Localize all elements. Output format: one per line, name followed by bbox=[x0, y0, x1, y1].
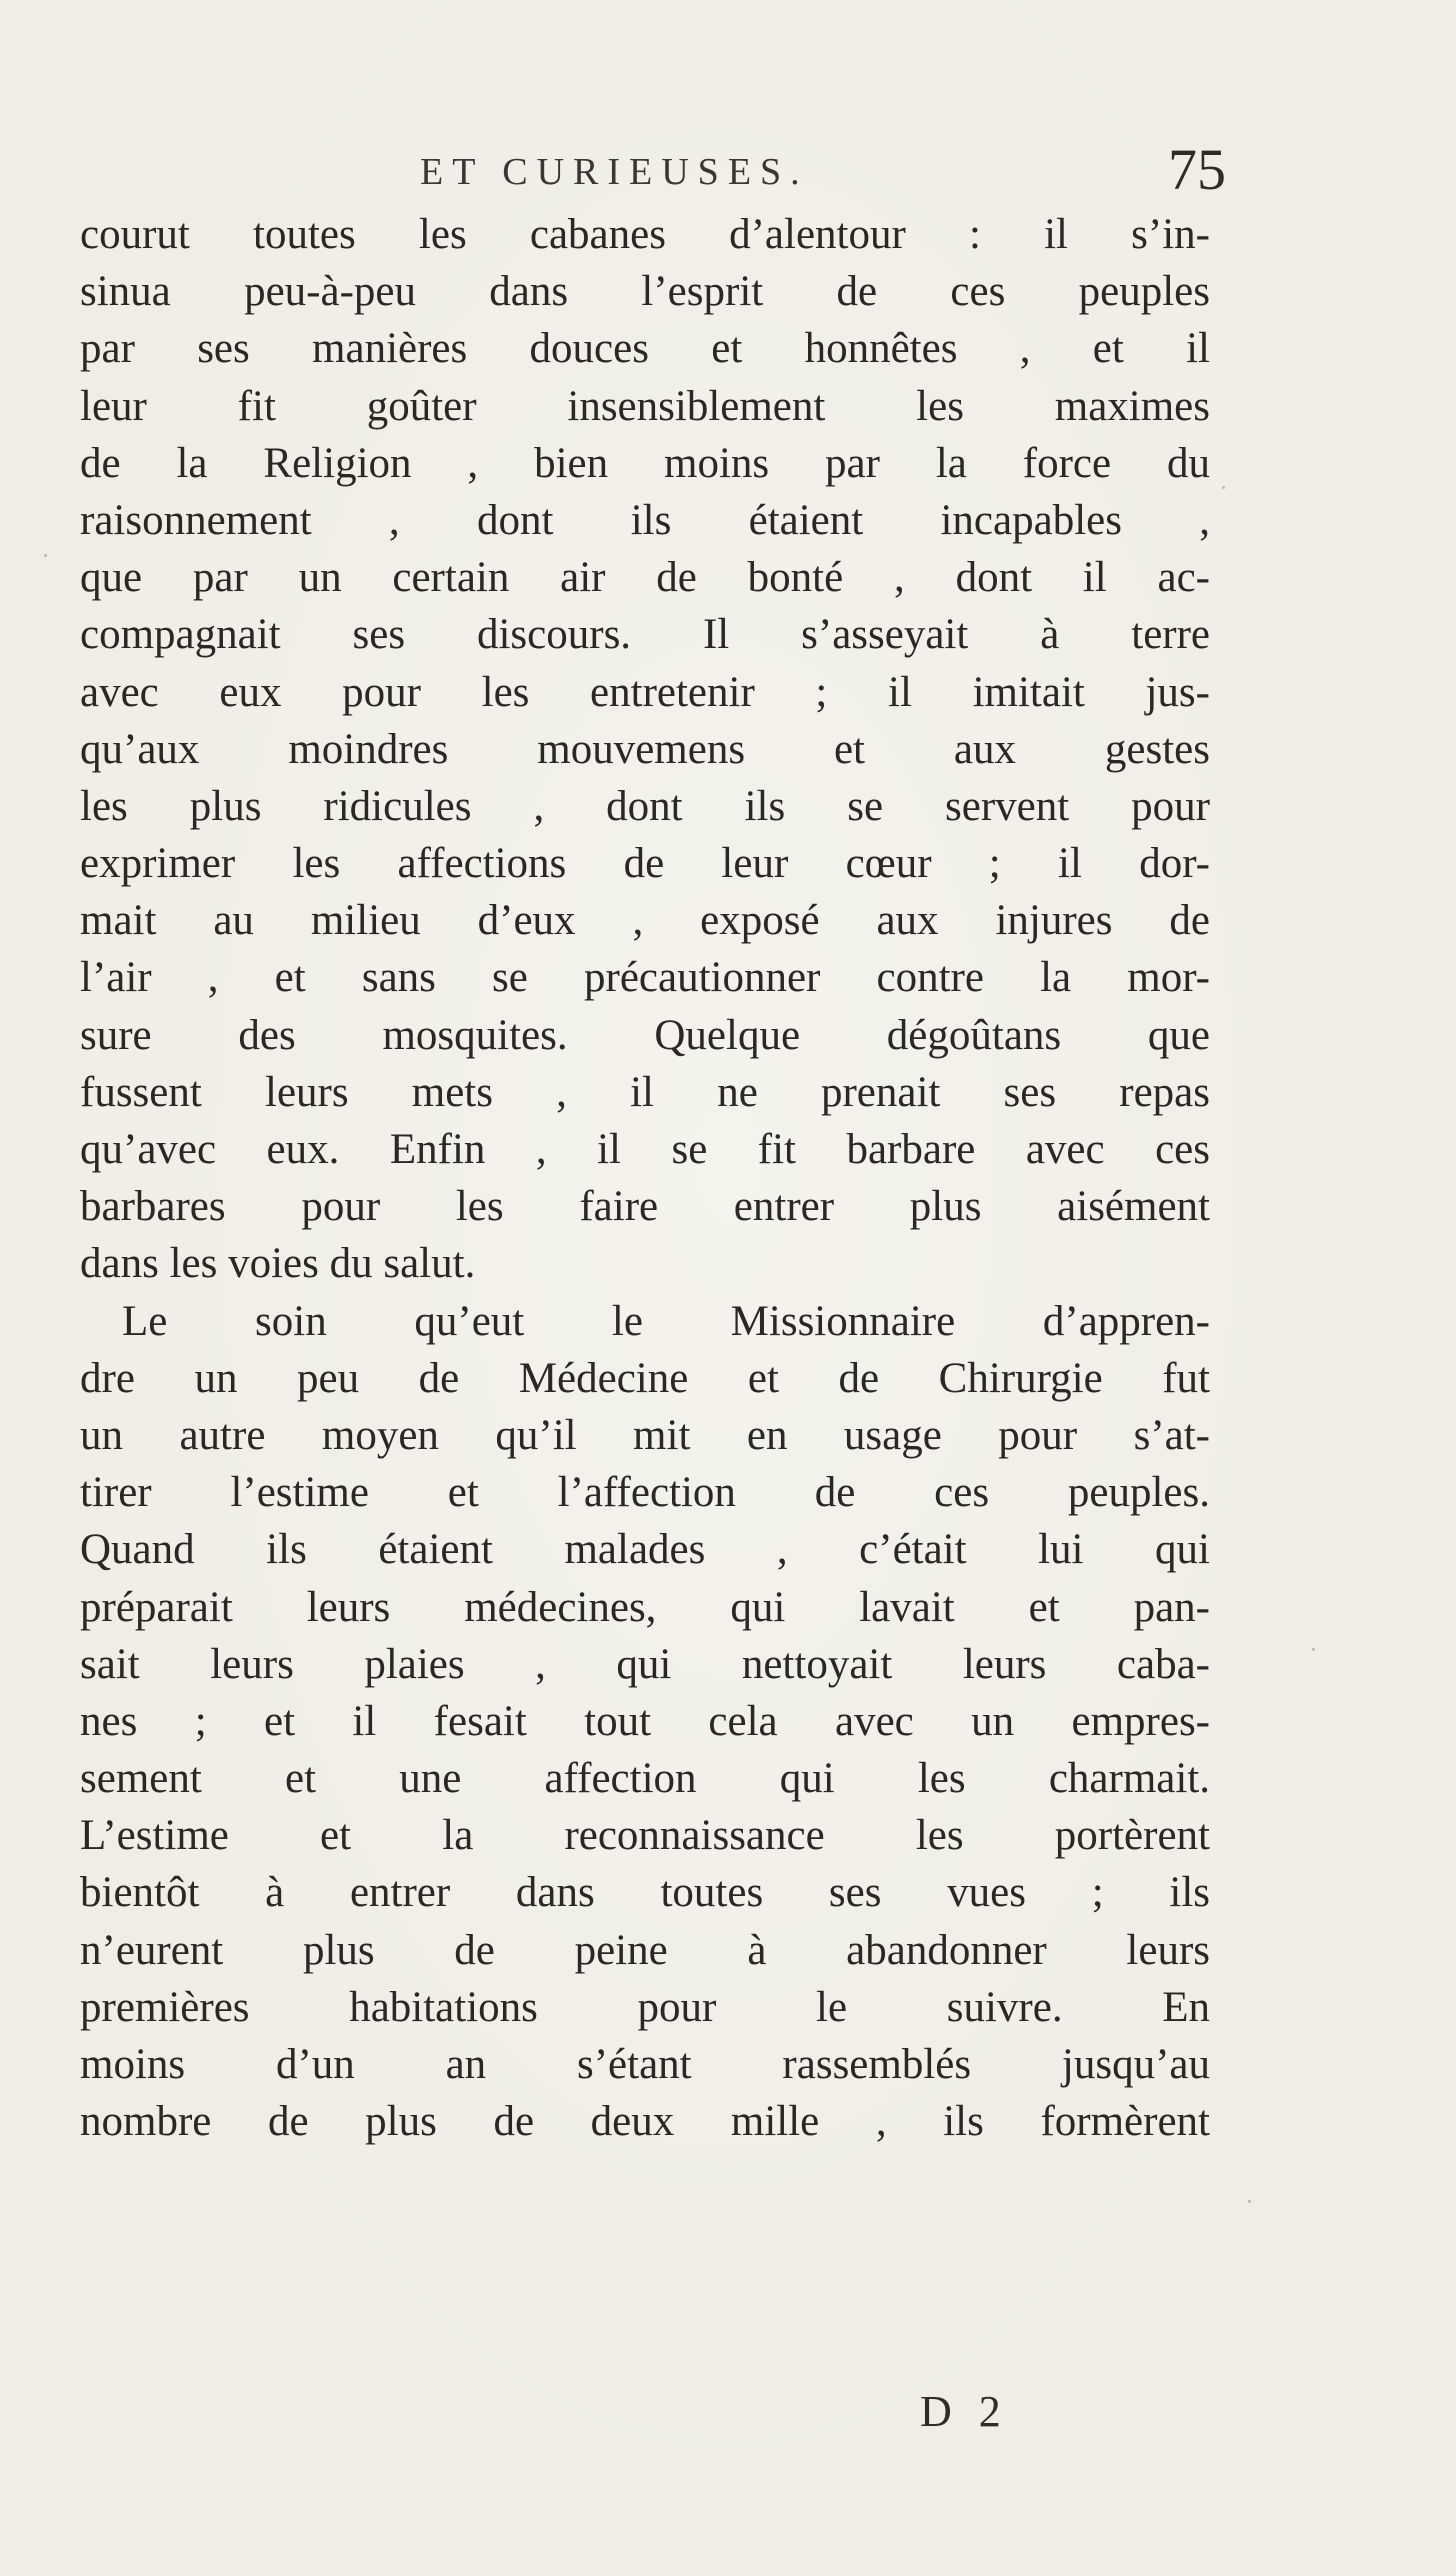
text-line: avec eux pour les entretenir ; il imitait jus- bbox=[80, 668, 1210, 716]
running-title: ET CURIEUSES. bbox=[420, 151, 809, 193]
paper-speck bbox=[1222, 486, 1225, 489]
text-line: les plus ridicules , dont ils se servent pour bbox=[80, 782, 1210, 830]
paper-speck bbox=[1312, 1648, 1315, 1651]
paragraph-end-line: dans les voies du salut. bbox=[80, 1240, 476, 1288]
text-line: sure des mosquites. Quelque dégoûtans que bbox=[80, 1011, 1210, 1059]
text-line: de la Religion , bien moins par la force du bbox=[80, 439, 1210, 487]
text-line: compagnait ses discours. Il s’asseyait à terre bbox=[80, 611, 1210, 659]
text-line: barbares pour les faire entrer plus aisément bbox=[80, 1183, 1210, 1231]
text-line: tirer l’estime et l’affection de ces peuples. bbox=[80, 1469, 1210, 1517]
text-line: sinua peu-à-peu dans l’esprit de ces peuples bbox=[80, 268, 1210, 316]
text-line: qu’avec eux. Enfin , il se fit barbare avec ces bbox=[80, 1126, 1210, 1173]
paper-speck bbox=[44, 554, 47, 557]
page-number: 75 bbox=[1168, 137, 1226, 202]
text-line: n’eurent plus de peine à abandonner leurs bbox=[80, 1926, 1210, 1974]
text-line: préparait leurs médecines, qui lavait et pan- bbox=[80, 1583, 1210, 1631]
text-line: L’estime et la reconnaissance les portèrent bbox=[80, 1812, 1210, 1860]
text-line: sait leurs plaies , qui nettoyait leurs caba- bbox=[80, 1640, 1210, 1688]
text-line: bientôt à entrer dans toutes ses vues ; ils bbox=[80, 1869, 1210, 1917]
text-line: nombre de plus de deux mille , ils formèrent bbox=[80, 2098, 1210, 2146]
body-text bbox=[80, 206, 1210, 2150]
text-line: exprimer les affections de leur cœur ; il dor- bbox=[80, 840, 1210, 888]
signature-mark: D 2 bbox=[920, 2387, 1009, 2436]
text-line: fussent leurs mets , il ne prenait ses repas bbox=[80, 1068, 1210, 1116]
text-line: qu’aux moindres mouvemens et aux gestes bbox=[80, 725, 1210, 773]
paragraph-start-line: Le soin qu’eut le Missionnaire d’appren- bbox=[122, 1297, 1210, 1345]
text-line: l’air , et sans se précautionner contre la mor- bbox=[80, 954, 1210, 1002]
text-line: sement et une affection qui les charmait. bbox=[80, 1755, 1210, 1803]
text-line: par ses manières douces et honnêtes , et il bbox=[80, 325, 1210, 373]
text-line: premières habitations pour le suivre. En bbox=[80, 1983, 1210, 2031]
text-line: raisonnement , dont ils étaient incapables , bbox=[80, 496, 1210, 544]
text-line: dre un peu de Médecine et de Chirurgie fut bbox=[80, 1354, 1210, 1402]
text-line: nes ; et il fesait tout cela avec un empres- bbox=[80, 1697, 1210, 1745]
text-line: courut toutes les cabanes d’alentour : il s’in- bbox=[80, 211, 1210, 258]
page-header bbox=[0, 137, 1456, 208]
text-line: leur fit goûter insensiblement les maximes bbox=[80, 382, 1210, 430]
text-line: mait au milieu d’eux , exposé aux injures de bbox=[80, 897, 1210, 945]
text-line: que par un certain air de bonté , dont il ac- bbox=[80, 554, 1210, 602]
text-line: Quand ils étaient malades , c’était lui qui bbox=[80, 1526, 1210, 1574]
paper-speck bbox=[1248, 2200, 1251, 2203]
text-line: un autre moyen qu’il mit en usage pour s’at- bbox=[80, 1411, 1210, 1459]
text-line: moins d’un an s’étant rassemblés jusqu’au bbox=[80, 2041, 1210, 2088]
